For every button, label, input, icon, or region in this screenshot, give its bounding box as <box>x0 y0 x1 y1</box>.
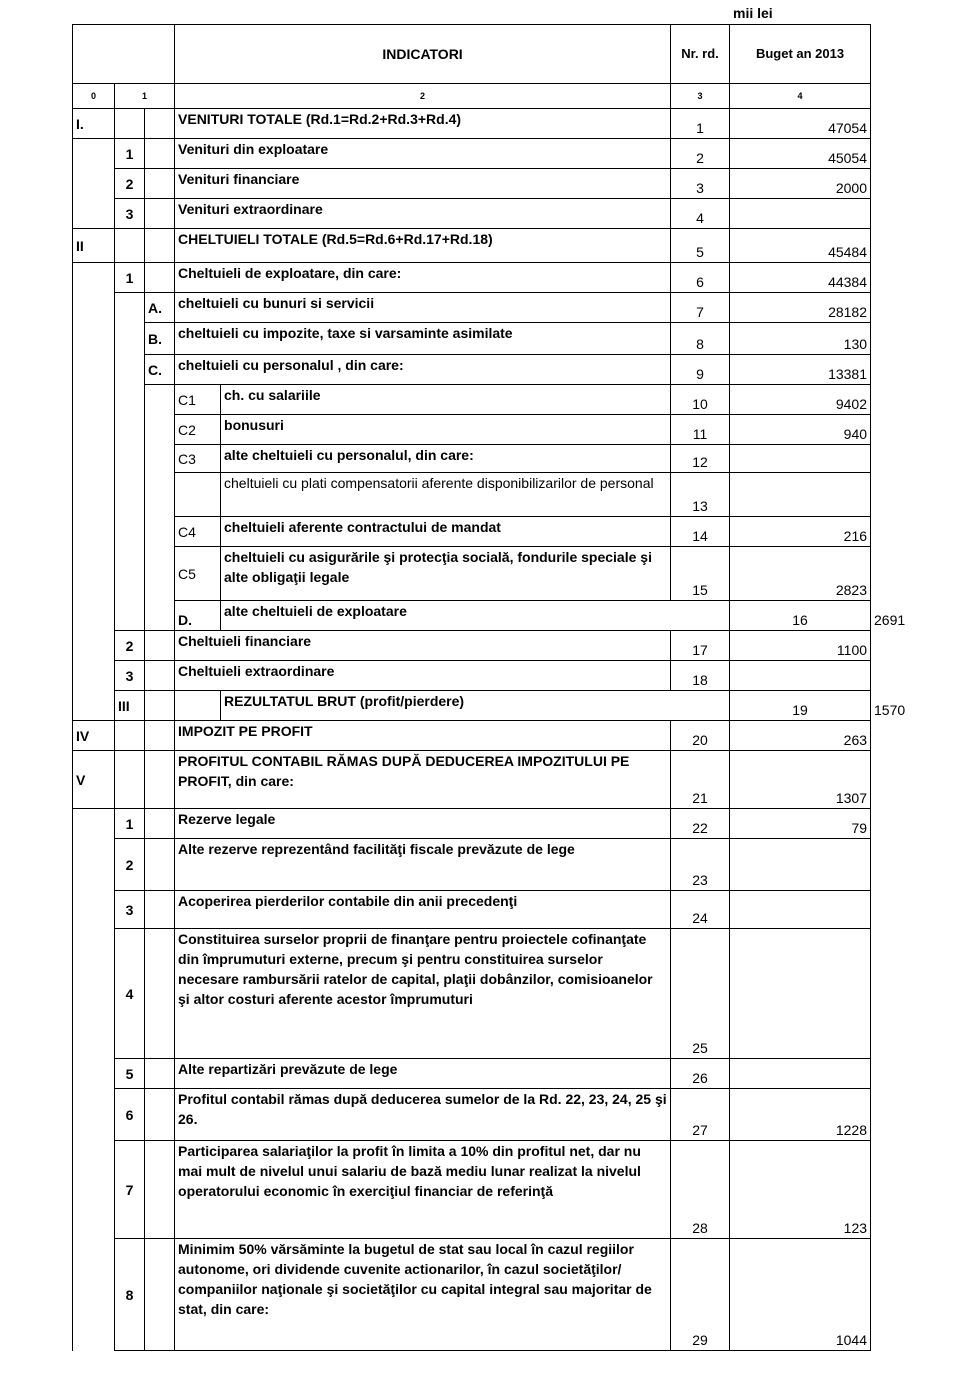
indicator-text: Cheltuieli de exploatare, din care: <box>175 263 671 293</box>
indicator-text: Alte rezerve reprezentând facilităţi fiscale prevăzute de lege <box>175 839 671 891</box>
row-letter: C. <box>145 355 175 385</box>
table-row <box>73 169 871 199</box>
row-value <box>730 661 871 691</box>
indicator-text: alte cheltuieli cu personalul, din care: <box>221 445 671 473</box>
table-row <box>73 293 871 323</box>
table-row <box>73 199 871 229</box>
row-number: 5 <box>671 229 730 263</box>
indicator-text: REZULTATUL BRUT (profit/pierdere) <box>221 691 730 721</box>
indicator-text: Cheltuieli extraordinare <box>175 661 671 691</box>
table-row: D. alte cheltuieli de exploatare 16 2691 <box>73 601 871 631</box>
row-number: 8 <box>671 323 730 355</box>
row-index: 3 <box>115 661 145 691</box>
empty-cell <box>145 1239 175 1351</box>
row-number: 28 <box>671 1141 730 1239</box>
row-number: 19 <box>730 691 871 721</box>
empty-cell <box>145 139 175 169</box>
indicator-text: Participarea salariaţilor la profit în limita a 10% din profitul net, dar nu mai mult de nivelul unui salariu de bază mediu lunar realizat la nivelul operatorului economic în exerciţiul financiar de referinţă <box>175 1141 671 1239</box>
row-index: 3 <box>115 199 145 229</box>
table-row <box>73 721 871 751</box>
row-letter: A. <box>145 293 175 323</box>
empty-cell <box>115 229 145 263</box>
table-row <box>73 891 871 929</box>
roman-numeral: IV <box>73 721 115 751</box>
column-index-row <box>73 84 871 109</box>
empty-cell <box>145 751 175 809</box>
row-number: 7 <box>671 293 730 323</box>
row-value: 130 <box>730 323 871 355</box>
row-number: 2 <box>671 139 730 169</box>
row-index: 4 <box>115 929 145 1059</box>
indicator-text: Alte repartizări prevăzute de lege <box>175 1059 671 1089</box>
table-row <box>73 1089 871 1141</box>
empty-cell <box>145 263 175 293</box>
row-number: 23 <box>671 839 730 891</box>
row-code: C2 <box>175 415 221 445</box>
empty-cell <box>115 293 145 631</box>
row-number: 1 <box>671 109 730 139</box>
header-indicatori: INDICATORI <box>175 25 671 84</box>
row-value <box>730 929 871 1059</box>
row-index: 1 <box>115 263 145 293</box>
row-number: 29 <box>671 1239 730 1351</box>
row-number: 21 <box>671 751 730 809</box>
empty-cell <box>145 385 175 631</box>
empty-cell <box>145 809 175 839</box>
empty-cell <box>145 631 175 661</box>
row-code: C5 <box>175 547 221 601</box>
table-row <box>73 547 871 601</box>
table-row <box>73 839 871 891</box>
row-number: 18 <box>671 661 730 691</box>
row-code: C3 <box>175 445 221 473</box>
indicator-text: Constituirea surselor proprii de finanţare pentru proiectele cofinanţate din împrumuturi externe, precum şi pentru constituirea surselor necesare rambursării ratelor de capital, plaţii dobânzilor, comisioanelor şi altor costuri aferente acestor împrumuturi <box>175 929 671 1059</box>
row-value <box>730 473 871 517</box>
empty-cell <box>145 1141 175 1239</box>
indicator-text: VENITURI TOTALE (Rd.1=Rd.2+Rd.3+Rd.4) <box>175 109 671 139</box>
table-row <box>73 751 871 809</box>
table-row <box>73 445 871 473</box>
roman-numeral: III <box>115 691 145 721</box>
empty-cell <box>145 199 175 229</box>
row-index: 8 <box>115 1239 145 1351</box>
indicator-text: Venituri extraordinare <box>175 199 671 229</box>
indicator-text: cheltuieli cu asigurările şi protecţia socială, fondurile speciale şi alte obligaţii legale <box>221 547 671 601</box>
col-index-4: 4 <box>730 84 871 109</box>
row-number: 20 <box>671 721 730 751</box>
row-value: 216 <box>730 517 871 547</box>
row-index: 1 <box>115 809 145 839</box>
row-index: 2 <box>115 169 145 199</box>
table-row <box>73 661 871 691</box>
row-number: 22 <box>671 809 730 839</box>
empty-cell <box>115 109 145 139</box>
row-value: 123 <box>730 1141 871 1239</box>
row-value: 940 <box>730 415 871 445</box>
row-code: C4 <box>175 517 221 547</box>
row-value: 263 <box>730 721 871 751</box>
empty-cell <box>145 109 175 139</box>
header-buget: Buget an 2013 <box>730 25 871 84</box>
roman-numeral: V <box>73 751 115 809</box>
row-value: 9402 <box>730 385 871 415</box>
empty-cell <box>115 721 145 751</box>
row-index: 5 <box>115 1059 145 1089</box>
table-row <box>73 517 871 547</box>
empty-cell <box>145 929 175 1059</box>
table-row <box>73 323 871 355</box>
unit-label: mii lei <box>733 5 773 21</box>
row-index: 7 <box>115 1141 145 1239</box>
table-row <box>73 1059 871 1089</box>
table-row <box>73 263 871 293</box>
empty-cell <box>145 1059 175 1089</box>
row-value: 2823 <box>730 547 871 601</box>
table-row <box>73 1141 871 1239</box>
table-row: III REZULTATUL BRUT (profit/pierdere) 19 1570 <box>73 691 871 721</box>
roman-numeral: I. <box>73 109 115 139</box>
col-index-0: 0 <box>73 84 115 109</box>
row-value <box>730 1059 871 1089</box>
header-blank <box>73 25 175 84</box>
indicator-text: Acoperirea pierderilor contabile din anii precedenţi <box>175 891 671 929</box>
row-number: 10 <box>671 385 730 415</box>
row-number: 27 <box>671 1089 730 1141</box>
empty-cell <box>145 169 175 199</box>
row-value: 13381 <box>730 355 871 385</box>
empty-cell <box>145 691 175 721</box>
col-index-3: 3 <box>671 84 730 109</box>
row-index: 6 <box>115 1089 145 1141</box>
table-row <box>73 385 871 415</box>
indicator-text: cheltuieli cu impozite, taxe si varsaminte asimilate <box>175 323 671 355</box>
indicator-text: cheltuieli cu plati compensatorii aferente disponibilizarilor de personal <box>221 473 671 517</box>
table-row <box>73 415 871 445</box>
empty-cell <box>73 809 115 1351</box>
indicator-text: bonusuri <box>221 415 671 445</box>
empty-cell <box>175 691 221 721</box>
empty-cell <box>145 891 175 929</box>
row-value: 44384 <box>730 263 871 293</box>
row-value <box>730 839 871 891</box>
row-number: 12 <box>671 445 730 473</box>
indicator-text: ch. cu salariile <box>221 385 671 415</box>
empty-cell <box>145 1089 175 1141</box>
table-row <box>73 929 871 1059</box>
row-number: 3 <box>671 169 730 199</box>
budget-table <box>72 24 906 1351</box>
row-number: 26 <box>671 1059 730 1089</box>
row-number: 4 <box>671 199 730 229</box>
empty-cell <box>115 751 145 809</box>
col-index-2: 2 <box>175 84 671 109</box>
indicator-text: alte cheltuieli de exploatare <box>221 601 730 631</box>
row-value <box>730 445 871 473</box>
row-value <box>730 891 871 929</box>
table-row <box>73 631 871 661</box>
row-value: 2000 <box>730 169 871 199</box>
row-number: 17 <box>671 631 730 661</box>
row-number: 15 <box>671 547 730 601</box>
indicator-text: IMPOZIT PE PROFIT <box>175 721 671 751</box>
row-value <box>730 199 871 229</box>
row-number: 16 <box>730 601 871 631</box>
indicator-text: CHELTUIELI TOTALE (Rd.5=Rd.6+Rd.17+Rd.18) <box>175 229 671 263</box>
row-index: 3 <box>115 891 145 929</box>
col-index-1: 1 <box>115 84 175 109</box>
indicator-text: Venituri din exploatare <box>175 139 671 169</box>
header-nr-rd: Nr. rd. <box>671 25 730 84</box>
row-number: 11 <box>671 415 730 445</box>
indicator-text: cheltuieli aferente contractului de mandat <box>221 517 671 547</box>
row-number: 6 <box>671 263 730 293</box>
row-number: 25 <box>671 929 730 1059</box>
row-number: 13 <box>671 473 730 517</box>
empty-cell <box>73 139 115 229</box>
row-value: 45484 <box>730 229 871 263</box>
roman-numeral: II <box>73 229 115 263</box>
row-number: 9 <box>671 355 730 385</box>
table-row <box>73 473 871 517</box>
indicator-text: cheltuieli cu bunuri si servicii <box>175 293 671 323</box>
table-row <box>73 355 871 385</box>
table-row <box>73 109 871 139</box>
indicator-text: Venituri financiare <box>175 169 671 199</box>
empty-cell <box>145 839 175 891</box>
indicator-text: Profitul contabil rămas după deducerea sumelor de la Rd. 22, 23, 24, 25 şi 26. <box>175 1089 671 1141</box>
row-index: 1 <box>115 139 145 169</box>
row-value: 1307 <box>730 751 871 809</box>
indicator-text: cheltuieli cu personalul , din care: <box>175 355 671 385</box>
empty-cell <box>145 721 175 751</box>
indicator-text: Cheltuieli financiare <box>175 631 671 661</box>
table-row <box>73 1239 871 1351</box>
empty-cell <box>73 263 115 721</box>
row-number: 24 <box>671 891 730 929</box>
table-row <box>73 139 871 169</box>
row-value: 1100 <box>730 631 871 661</box>
row-code: C1 <box>175 385 221 415</box>
row-value: 1228 <box>730 1089 871 1141</box>
row-value: 47054 <box>730 109 871 139</box>
header-row <box>73 25 871 84</box>
indicator-text: Rezerve legale <box>175 809 671 839</box>
table-row <box>73 229 871 263</box>
row-value: 45054 <box>730 139 871 169</box>
indicator-text: Minimim 50% vărsăminte la bugetul de stat sau local în cazul regiilor autonome, ori dividende cuvenite actionarilor, în cazul societăţilor/ companiilor naţionale şi societăţilor cu capital integral sau majoritar de stat, din care: <box>175 1239 671 1351</box>
row-value: 1044 <box>730 1239 871 1351</box>
row-index: 2 <box>115 839 145 891</box>
row-letter: B. <box>145 323 175 355</box>
table-row <box>73 809 871 839</box>
row-letter: D. <box>175 601 221 631</box>
row-code <box>175 473 221 517</box>
row-number: 14 <box>671 517 730 547</box>
row-value: 28182 <box>730 293 871 323</box>
empty-cell <box>145 229 175 263</box>
indicator-text: PROFITUL CONTABIL RĂMAS DUPĂ DEDUCEREA IMPOZITULUI PE PROFIT, din care: <box>175 751 671 809</box>
empty-cell <box>145 661 175 691</box>
row-value: 79 <box>730 809 871 839</box>
row-index: 2 <box>115 631 145 661</box>
